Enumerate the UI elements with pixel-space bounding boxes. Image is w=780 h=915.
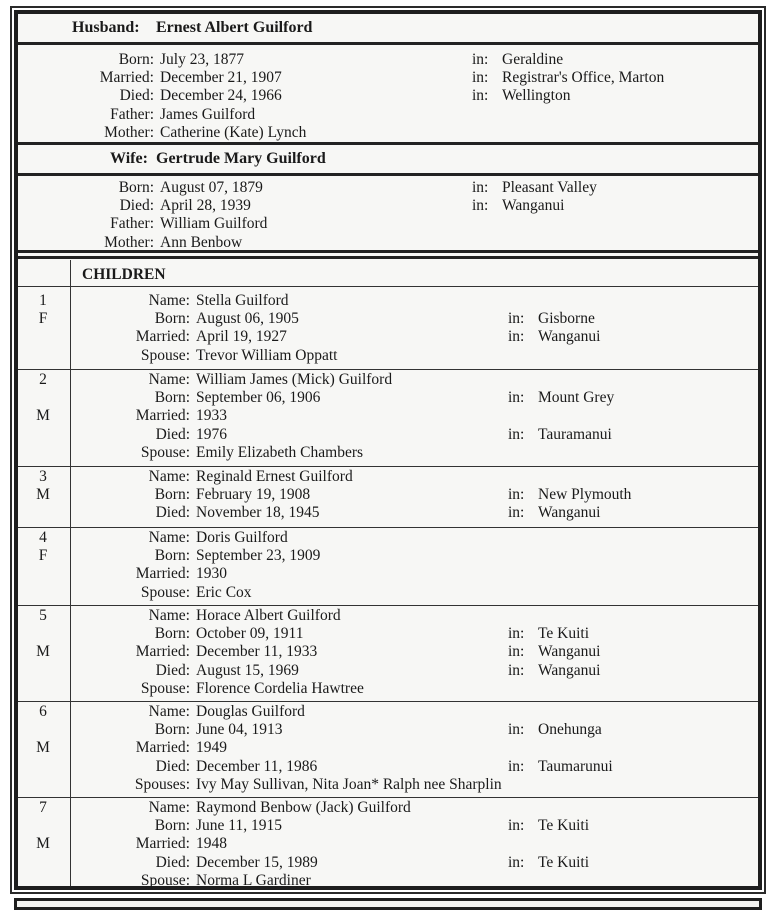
field-value: August 06, 1905 <box>196 310 299 328</box>
place-value: Gisborne <box>538 310 595 328</box>
field-label: Born: <box>118 179 154 196</box>
field-label: Name: <box>148 703 190 720</box>
field-label: Name: <box>148 607 190 624</box>
field-label: Name: <box>148 529 190 546</box>
field-label: Died: <box>155 425 190 443</box>
child-sex: M <box>36 835 50 853</box>
field-value: 1976 <box>196 425 227 443</box>
place-prefix: in: <box>472 87 489 105</box>
field-value: Florence Cordelia Hawtree <box>196 679 364 697</box>
field-value: Ann Benbow <box>160 233 243 251</box>
field-value: June 04, 1913 <box>196 721 283 739</box>
field-value: August 07, 1879 <box>160 179 263 196</box>
field-value: Catherine (Kate) Lynch <box>160 123 307 141</box>
field-value: Stella Guilford <box>196 292 289 309</box>
field-value: December 11, 1986 <box>196 757 318 775</box>
child-number: 1 <box>39 292 47 309</box>
field-value: William Guilford <box>160 215 268 233</box>
child-number: 7 <box>39 799 47 816</box>
field-label: Spouse: <box>140 346 190 364</box>
field-label: Father: <box>110 215 154 233</box>
field-label: Married: <box>99 69 154 87</box>
children-column-divider <box>70 260 71 886</box>
row-divider <box>18 466 758 467</box>
field-label: Born: <box>154 310 190 328</box>
field-label: Mother: <box>104 123 154 141</box>
row-divider <box>18 369 758 370</box>
field-value: December 15, 1989 <box>196 853 318 871</box>
field-label: Married: <box>135 328 190 346</box>
field-label: Born: <box>154 625 190 643</box>
place-value: Wanganui <box>538 328 601 346</box>
bottom-border <box>14 898 762 910</box>
field-label: Died: <box>119 87 154 105</box>
field-label: Name: <box>148 371 190 388</box>
field-value: December 11, 1933 <box>196 643 318 661</box>
field-value: Horace Albert Guilford <box>196 607 341 624</box>
child-sex: M <box>36 643 50 661</box>
place-value: Te Kuiti <box>538 625 590 643</box>
field-label: Born: <box>154 721 190 739</box>
field-label: Spouse: <box>140 443 190 461</box>
place-prefix: in: <box>508 643 525 661</box>
field-value: 1948 <box>196 835 227 853</box>
section-divider <box>18 250 758 253</box>
field-value: 1930 <box>196 565 227 583</box>
field-label: Died: <box>155 757 190 775</box>
field-value: September 23, 1909 <box>196 547 321 565</box>
field-value: Doris Guilford <box>196 529 288 546</box>
field-value: Trevor William Oppatt <box>196 346 338 364</box>
field-label: Father: <box>110 105 154 123</box>
place-prefix: in: <box>472 179 489 196</box>
place-value: Tauramanui <box>538 425 612 443</box>
husband-heading: Husband: <box>72 19 140 36</box>
field-label: Mother: <box>104 233 154 251</box>
child-sex: M <box>36 739 50 757</box>
field-label: Married: <box>135 835 190 853</box>
place-prefix: in: <box>508 853 525 871</box>
field-label: Died: <box>155 661 190 679</box>
row-divider <box>18 286 758 287</box>
place-value: Geraldine <box>502 51 564 68</box>
place-value: Te Kuiti <box>538 817 590 835</box>
place-value: Registrar's Office, Marton <box>502 69 665 87</box>
place-prefix: in: <box>472 197 489 215</box>
row-divider <box>18 605 758 606</box>
husband-name: Ernest Albert Guilford <box>156 19 313 36</box>
field-label: Name: <box>148 292 190 309</box>
place-prefix: in: <box>508 721 525 739</box>
field-label: Married: <box>135 739 190 757</box>
field-value: July 23, 1877 <box>160 51 244 68</box>
family-group-sheet <box>14 10 762 890</box>
field-value: February 19, 1908 <box>196 486 311 504</box>
place-value: Wellington <box>502 87 571 105</box>
place-value: Onehunga <box>538 721 602 739</box>
field-label: Married: <box>135 565 190 583</box>
field-value: Reginald Ernest Guilford <box>196 468 353 485</box>
field-value: Norma L Gardiner <box>196 871 311 889</box>
child-sex: M <box>36 486 50 504</box>
field-value: October 09, 1911 <box>196 625 304 643</box>
field-label: Married: <box>135 407 190 425</box>
field-label: Born: <box>154 486 190 504</box>
place-prefix: in: <box>472 51 489 68</box>
field-label: Name: <box>148 799 190 816</box>
field-label: Born: <box>118 51 154 68</box>
husband-header <box>18 14 758 45</box>
row-divider <box>18 527 758 528</box>
place-prefix: in: <box>508 661 525 679</box>
wife-header <box>18 145 758 176</box>
field-value: 1933 <box>196 407 227 425</box>
place-value: Wanganui <box>538 643 601 661</box>
field-value: April 19, 1927 <box>196 328 287 346</box>
row-divider <box>18 797 758 798</box>
field-value: December 21, 1907 <box>160 69 282 87</box>
field-value: Douglas Guilford <box>196 703 305 720</box>
place-value: Wanganui <box>538 504 601 522</box>
child-number: 3 <box>39 468 47 485</box>
field-value: September 06, 1906 <box>196 389 321 407</box>
field-value: Eric Cox <box>196 583 252 601</box>
children-heading: CHILDREN <box>82 266 166 283</box>
place-prefix: in: <box>508 389 525 407</box>
field-value: William James (Mick) Guilford <box>196 371 393 388</box>
child-sex: M <box>36 407 50 425</box>
child-sex: F <box>38 547 48 565</box>
place-prefix: in: <box>472 69 489 87</box>
field-value: June 11, 1915 <box>196 817 282 835</box>
child-number: 5 <box>39 607 47 624</box>
place-prefix: in: <box>508 328 525 346</box>
child-sex: F <box>38 310 48 328</box>
wife-heading: Wife: <box>110 150 148 167</box>
row-divider <box>18 701 758 702</box>
place-prefix: in: <box>508 310 525 328</box>
wife-name: Gertrude Mary Guilford <box>156 150 326 167</box>
field-value: Emily Elizabeth Chambers <box>196 443 364 461</box>
field-value: August 15, 1969 <box>196 661 299 679</box>
field-label: Born: <box>154 389 190 407</box>
field-value: April 28, 1939 <box>160 197 251 215</box>
field-label: Spouse: <box>140 871 190 889</box>
field-value: December 24, 1966 <box>160 87 282 105</box>
field-value: James Guilford <box>160 105 256 123</box>
place-value: Te Kuiti <box>538 853 590 871</box>
place-value: Mount Grey <box>538 389 615 407</box>
field-value: Ivy May Sullivan, Nita Joan* Ralph nee Sharplin <box>196 775 502 793</box>
field-label: Spouses: <box>134 775 190 793</box>
place-prefix: in: <box>508 757 525 775</box>
child-number: 2 <box>39 371 47 388</box>
field-label: Name: <box>148 468 190 485</box>
place-value: Pleasant Valley <box>502 179 597 196</box>
place-prefix: in: <box>508 425 525 443</box>
field-label: Died: <box>155 853 190 871</box>
child-number: 6 <box>39 703 47 720</box>
field-value: Raymond Benbow (Jack) Guilford <box>196 799 411 816</box>
place-value: Wanganui <box>538 661 601 679</box>
field-value: November 18, 1945 <box>196 504 320 522</box>
section-divider <box>18 256 758 259</box>
field-label: Died: <box>155 504 190 522</box>
place-prefix: in: <box>508 817 525 835</box>
field-value: 1949 <box>196 739 227 757</box>
place-prefix: in: <box>508 504 525 522</box>
field-label: Died: <box>119 197 154 215</box>
field-label: Born: <box>154 547 190 565</box>
place-value: Wanganui <box>502 197 565 215</box>
field-label: Spouse: <box>140 679 190 697</box>
field-label: Spouse: <box>140 583 190 601</box>
field-label: Born: <box>154 817 190 835</box>
place-prefix: in: <box>508 486 525 504</box>
place-value: Taumarunui <box>538 757 613 775</box>
place-prefix: in: <box>508 625 525 643</box>
child-number: 4 <box>39 529 47 546</box>
field-label: Married: <box>135 643 190 661</box>
place-value: New Plymouth <box>538 486 632 504</box>
